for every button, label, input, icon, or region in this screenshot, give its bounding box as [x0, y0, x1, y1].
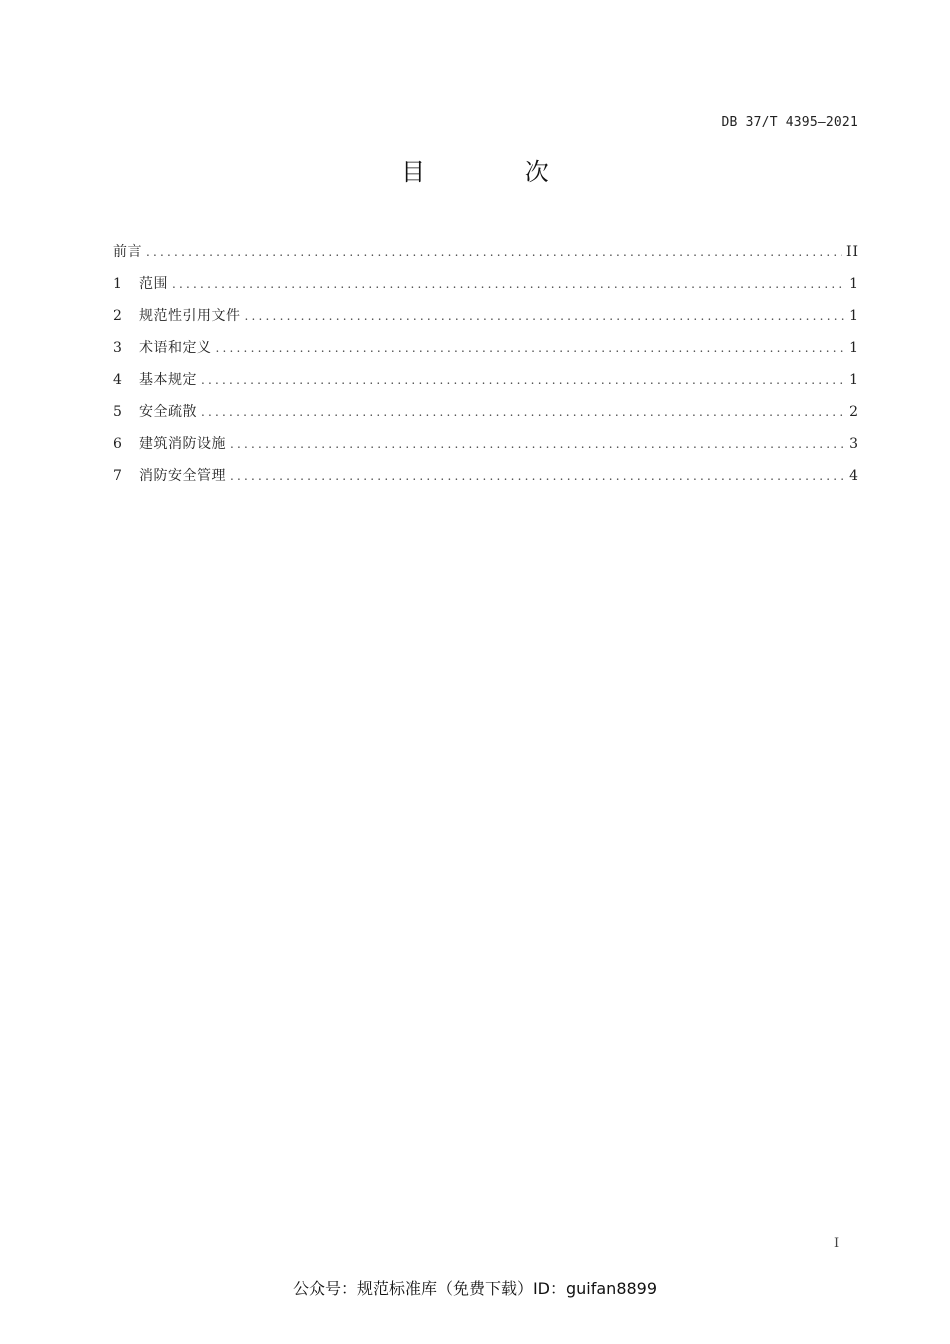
toc-entry-page: 3 — [849, 436, 859, 452]
toc-leader-dots — [172, 268, 845, 300]
toc-entry-page: 2 — [849, 404, 859, 420]
toc-entry-page: 4 — [849, 468, 859, 484]
toc-entry-label: 消防安全管理 — [139, 468, 226, 484]
toc-entry-fire-facilities[interactable] — [113, 428, 859, 460]
table-of-contents — [113, 236, 859, 492]
toc-entry-label: 前言 — [113, 244, 142, 260]
toc-leader-dots — [201, 364, 845, 396]
toc-entry-label: 术语和定义 — [139, 340, 212, 356]
toc-entry-label: 基本规定 — [139, 372, 197, 388]
toc-entry-safe-evacuation[interactable] — [113, 396, 859, 428]
toc-entry-label: 规范性引用文件 — [139, 308, 241, 324]
toc-leader-dots — [230, 428, 845, 460]
toc-leader-dots — [201, 396, 845, 428]
toc-entry-label: 范围 — [139, 276, 168, 292]
page-number: I — [834, 1236, 840, 1251]
toc-entry-page: 1 — [849, 340, 859, 356]
footer-watermark-text: 公众号：规范标准库（免费下载）ID：guifan8899 — [292, 1279, 658, 1298]
toc-entry-number: 2 — [113, 308, 122, 324]
toc-entry-page: 1 — [849, 372, 859, 388]
toc-entry-number: 1 — [113, 276, 122, 292]
toc-leader-dots — [230, 460, 845, 492]
doc-code: DB 37/T 4395—2021 — [721, 115, 858, 130]
toc-entry-page: II — [845, 244, 859, 260]
toc-entry-label: 安全疏散 — [139, 404, 197, 420]
toc-entry-page: 1 — [849, 276, 859, 292]
page-title: 目 次 — [401, 158, 595, 186]
toc-entry-scope[interactable] — [113, 268, 859, 300]
toc-entry-normative-references[interactable] — [113, 300, 859, 332]
toc-entry-number: 4 — [113, 372, 122, 388]
toc-entry-number: 6 — [113, 436, 122, 452]
toc-entry-number: 5 — [113, 404, 122, 420]
toc-leader-dots — [216, 332, 846, 364]
toc-entry-page: 1 — [849, 308, 859, 324]
toc-leader-dots — [245, 300, 846, 332]
toc-leader-dots — [146, 236, 842, 268]
toc-entry-label: 建筑消防设施 — [139, 436, 226, 452]
toc-entry-number: 7 — [113, 468, 122, 484]
toc-entry-basic-provisions[interactable] — [113, 364, 859, 396]
toc-entry-fire-safety-management[interactable] — [113, 460, 859, 492]
toc-entry-foreword[interactable] — [113, 236, 859, 268]
toc-entry-terms-definitions[interactable] — [113, 332, 859, 364]
toc-entry-number: 3 — [113, 340, 122, 356]
